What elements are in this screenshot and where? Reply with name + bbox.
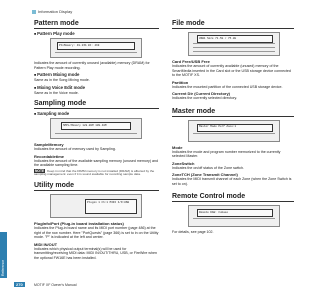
- file-screen: [188, 32, 280, 56]
- sampling-screen-text: SMPL/Memory 128.00M 109.40M: [61, 122, 131, 130]
- pattern-play-screen: [50, 38, 142, 58]
- pattern-mixing-heading: ■ Pattern Mixing mode: [34, 72, 159, 77]
- running-header: [32, 9, 72, 14]
- remote-screen: [188, 205, 280, 227]
- left-column: [34, 20, 159, 260]
- sample-memory-body: Indicates the amount of memory used by Sampling.: [34, 147, 116, 151]
- recordable-time-body: Indicates the amount of the available sampling memory (unused memory) and the available sampling time.: [34, 158, 159, 167]
- remote-mode-title: Remote Control mode: [172, 193, 294, 202]
- zone-tch-body: Indicates the MIDI transmit channel of each Zone (when the Zone Switch is set to on).: [172, 177, 292, 186]
- sampling-screen: [50, 118, 142, 139]
- side-tab: [0, 232, 7, 278]
- side-tab-label: Reference: [1, 259, 5, 276]
- screen-divider: [55, 52, 137, 53]
- sampling-mode-title: Sampling mode: [34, 100, 159, 109]
- pattern-play-body: Indicates the amount of currently unused (available) memory (DRAM) for Pattern Play mode recording.: [34, 61, 150, 70]
- mode-term: Mode: [172, 144, 183, 150]
- right-column: [172, 20, 294, 235]
- zone-tch-term: ZoneTCH (Zone Transmit Channel): [172, 172, 238, 177]
- utility-mode-title: Utility mode: [34, 182, 159, 191]
- plug-info-term: PlugInfo/Port (Plug-in board installation status): [34, 221, 124, 227]
- screen-divider: [193, 133, 275, 134]
- utility-screen: [50, 194, 142, 218]
- sampling-heading: ■ Sampling mode: [34, 111, 159, 116]
- page-number: 270: [16, 282, 23, 287]
- pattern-play-heading: ■ Pattern Play mode: [34, 31, 159, 36]
- mixing-voice-edit-heading: ■ Mixing Voice Edit mode: [34, 85, 159, 90]
- note-text: Keep in mind that the DIMM memory is not installed (DRAM) is affected by the sampling management: even if it is sound available for recording sample data.: [34, 168, 155, 177]
- card-free-body: Indicates the amount of currently available (unused) memory of the SmartMedia inserted in the Card slot or the USB storage device connected to the MOTIF XS.: [172, 64, 291, 77]
- midi-in-out-term: MIDI IN/OUT: [34, 241, 58, 247]
- header-square-icon: [32, 10, 36, 14]
- remote-body: For details, see page 102.: [172, 230, 214, 234]
- partition-body: Indicates the mounted partition of the connected USB storage device.: [172, 84, 283, 89]
- mode-body: Indicates the mode and program number memorized to the currently selected Master.: [172, 149, 281, 158]
- master-screen: [188, 120, 280, 142]
- partition-term: Partition: [172, 79, 189, 85]
- zone-switch-term: ZoneSwitch: [172, 160, 195, 166]
- current-dir-term: Current Dir (Current Directory): [172, 91, 231, 96]
- utility-screen-text: Plugin 1 Ch:1 MIDI I/O:USB: [85, 199, 137, 214]
- pattern-mixing-body: Same as in the Song Mixing mode.: [34, 78, 90, 82]
- master-mode-title: Master mode: [172, 108, 294, 117]
- remote-screen-text: Remote DAW: Cubase: [197, 209, 273, 217]
- screen-divider: [193, 47, 275, 48]
- master-screen-text: Master Mode Perf Zone:1: [197, 124, 273, 132]
- plug-info-body: Indicates the Plug-in board name and its MIDI port number (page 486) at the right of the row number. Here "PortQuests" (page 366) is set to in on the Utility mode. "P" is indicated at the left and center.: [34, 226, 159, 240]
- pattern-play-screen-text: PtnMemory: 49.23% Wt: 469: [57, 42, 135, 50]
- screen-divider: [193, 218, 275, 219]
- file-screen-text: USB1 Size 71.5G / 75.0G: [197, 35, 273, 43]
- recordable-time-term: Recordabletime: [34, 153, 65, 159]
- midi-in-out-body: Indicates which physical output terminal(s) will be used for transmitting/receiving MIDI data: MIDI IN/OUT/THRU, USB, or FireWire when the optional FW16E has been installed.: [34, 246, 158, 260]
- screen-divider: [55, 133, 137, 134]
- screen-divider: [193, 43, 275, 44]
- screen-divider: [193, 51, 275, 52]
- file-mode-title: File mode: [172, 20, 294, 29]
- sampling-note: [34, 170, 159, 178]
- note-tag: NOTE: [35, 168, 45, 173]
- manual-title: MOTIF XF Owner's Manual: [34, 283, 77, 287]
- mixing-voice-edit-body: Same as in the Voice mode.: [34, 90, 79, 95]
- header-section: Information Display: [38, 9, 73, 14]
- card-free-term: Card Free/USB Free: [172, 59, 210, 64]
- zone-switch-body: Indicates the on/off status of the Zone switch.: [172, 165, 245, 170]
- current-dir-body: Indicates the currently selected directory.: [172, 96, 238, 100]
- pattern-mode-title: Pattern mode: [34, 20, 159, 29]
- sample-memory-term: SampleMemory: [34, 142, 64, 147]
